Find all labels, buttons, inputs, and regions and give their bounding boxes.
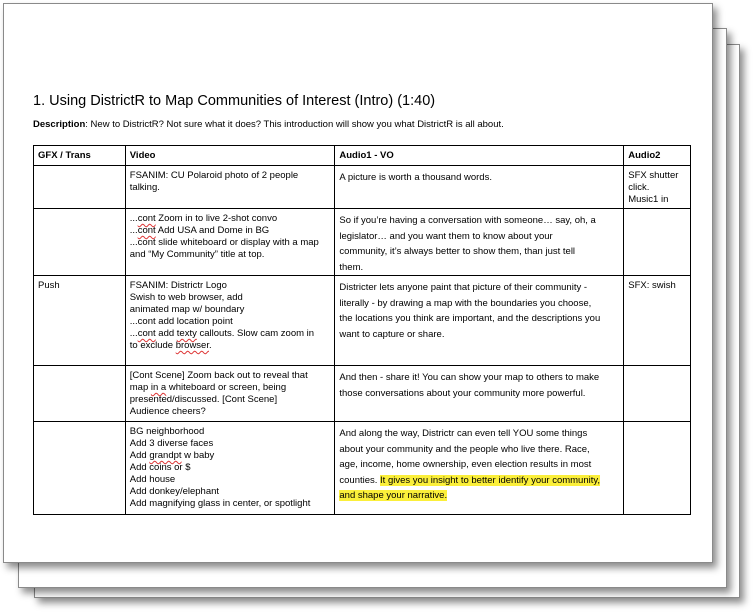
vo-line (339, 473, 619, 489)
video-line: Add grandpt w baby (129, 450, 215, 461)
table-row (34, 422, 691, 515)
video-line: to exclude browser. (129, 340, 212, 351)
video-line: ...cont add texty callouts. Slow cam zoom in (129, 328, 315, 339)
header-video: Video (125, 146, 335, 166)
video-line: Add donkey/elephant (129, 486, 220, 497)
vo-line: about your community and the people who live there. Race, (339, 443, 590, 455)
spellcheck-word: browser (175, 340, 209, 351)
video-line: ...cont add location point (129, 316, 233, 327)
video-line: FSANIM: Districtr Logo (129, 280, 227, 291)
highlighted-text: It gives you insight to better identify your community, (380, 474, 601, 486)
audio2-line: Music1 in (628, 194, 669, 205)
spellcheck-word: cont (137, 213, 156, 224)
description-text: : New to DistrictR? Not sure what it does? This introduction will show you what DistrictR is all about. (85, 119, 504, 130)
vo-line: And then - share it! You can show your map to others to make (339, 372, 600, 383)
video-line: ...cont slide whiteboard or display with a map (129, 237, 319, 248)
gfx-cell (34, 422, 126, 515)
video-cell (125, 166, 335, 209)
vo-line: legislator… and you want them to know about your (339, 230, 553, 242)
header-gfx-trans: GFX / Trans (34, 146, 126, 166)
gfx-cell (34, 209, 126, 276)
audio2-cell (624, 276, 691, 366)
spellcheck-word: cont (137, 225, 156, 236)
highlighted-text: and shape your narrative. (339, 490, 448, 501)
table-row (34, 366, 691, 422)
video-line: map in a whiteboard or screen, being (129, 382, 287, 393)
video-cell (125, 209, 335, 276)
gfx-cell: Push (34, 276, 126, 366)
vo-cell (335, 209, 624, 276)
audio2-cell (624, 166, 691, 209)
video-line: animated map w/ boundary (129, 304, 245, 315)
vo-line: those conversations about your community more powerful. (339, 387, 586, 399)
video-line: talking. (129, 182, 160, 193)
video-line: Add house (129, 474, 176, 485)
gfx-cell (34, 166, 126, 209)
video-cell (125, 366, 335, 422)
header-audio1-vo: Audio1 - VO (335, 146, 624, 166)
vo-line: So if you’re having a conversation with someone… say, oh, a (339, 215, 596, 226)
audio2-cell (624, 366, 691, 422)
video-line: BG neighborhood (129, 426, 205, 437)
document-title: 1. Using DistrictR to Map Communities of Interest (Intro) (1:40) (33, 93, 436, 109)
audio2-line: click. (628, 182, 650, 193)
vo-line: Districter lets anyone paint that picture of their community - (339, 282, 588, 293)
description-label: Description (33, 119, 86, 130)
table-header-row (34, 146, 691, 166)
video-cell (125, 422, 335, 515)
gfx-cell (34, 366, 126, 422)
video-line: [Cont Scene] Zoom back out to reveal that (129, 370, 308, 381)
table-row (34, 209, 691, 276)
video-line: Add coins or $ (129, 462, 191, 473)
vo-line: community, it’s always better to show them, than just tell (339, 246, 576, 257)
video-cell (125, 276, 335, 366)
video-line: Add 3 diverse faces (129, 438, 214, 449)
vo-cell (335, 366, 624, 422)
video-line: and “My Community” title at top. (129, 249, 265, 260)
audio2-cell (624, 209, 691, 276)
document-description (33, 119, 504, 130)
vo-line: age, income, home ownership, even election results in most (339, 459, 592, 470)
vo-cell (335, 166, 624, 209)
header-audio2: Audio2 (624, 146, 691, 166)
spellcheck-word: grandpt (149, 450, 182, 461)
spellcheck-word: texty (176, 328, 197, 339)
vo-cell (335, 276, 624, 366)
video-line: Swish to web browser, add (129, 292, 243, 303)
audio2-cell (624, 422, 691, 515)
video-line: FSANIM: CU Polaroid photo of 2 people (129, 170, 299, 181)
vo-line: want to capture or share. (339, 328, 445, 340)
vo-text: counties. (339, 474, 381, 486)
video-line: presented/discussed. [Cont Scene] (129, 394, 278, 405)
vo-line: A picture is worth a thousand words. (339, 172, 492, 183)
audio2-line: SFX: swish (628, 280, 676, 291)
vo-line (339, 488, 619, 504)
script-table (33, 145, 691, 515)
video-line: ...cont Zoom in to live 2-shot convo (129, 213, 278, 224)
table-row (34, 276, 691, 366)
vo-line: the locations you think are important, and the descriptions you (339, 313, 601, 324)
vo-line: them. (339, 261, 364, 273)
vo-line: literally - by drawing a map with the boundaries you choose, (339, 297, 592, 309)
vo-line: And along the way, Districtr can even tell YOU some things (339, 428, 588, 439)
table-row (34, 166, 691, 209)
video-line: Add magnifying glass in center, or spotlight (129, 498, 311, 509)
spellcheck-word: cont (137, 328, 156, 339)
video-line: ...cont Add USA and Dome in BG (129, 225, 270, 236)
video-line: Audience cheers? (129, 406, 206, 417)
vo-cell (335, 422, 624, 515)
spellcheck-word: in a (150, 382, 167, 393)
audio2-line: SFX shutter (628, 170, 679, 181)
